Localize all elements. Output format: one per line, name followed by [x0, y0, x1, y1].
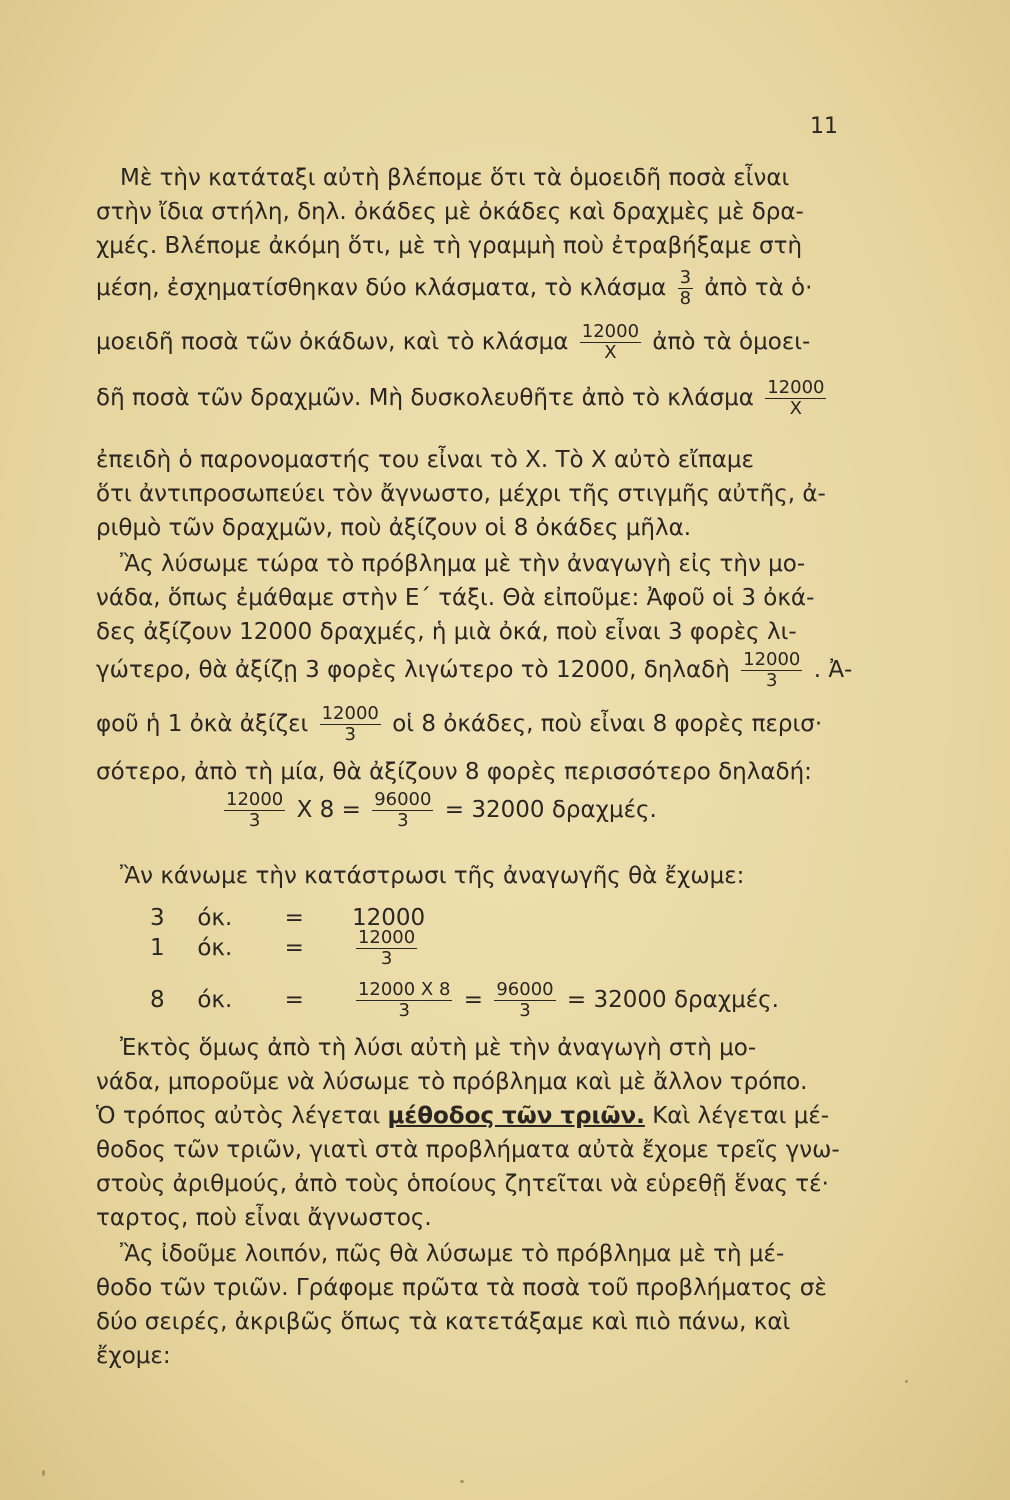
text-fragment: γώτερο, θὰ ἀξίζῃ 3 φορὲς λιγώτερο τὸ 12000, δηλαδὴ	[96, 657, 730, 683]
text-fragment: ἀπὸ τὰ ὁμοει-	[652, 329, 811, 355]
method-name: μέθοδος τῶν τριῶν.	[387, 1103, 645, 1129]
text-line-with-emphasis	[96, 1102, 856, 1130]
text-line: θοδο τῶν τριῶν. Γράφομε πρῶτα τὰ ποσὰ τοῦ προβλήματος σὲ	[96, 1275, 827, 1301]
unit: όκ.	[197, 905, 233, 931]
fraction-denominator: 3	[380, 948, 393, 969]
text-line: σότερο, ἀπὸ τὴ μία, θὰ ἀξίζουν 8 φορὲς περισσότερο δηλαδή:	[96, 759, 812, 785]
text-line: στοὺς ἀριθμούς, ἀπὸ τοὺς ὁποίους ζητεῖται νὰ εὑρεθῇ ἕνας τέ·	[96, 1171, 829, 1197]
paper-speck	[460, 1480, 464, 1483]
text-fragment: δῆ ποσὰ τῶν δραχμῶν. Μὴ δυσκολευθῆτε ἀπὸ τὸ κλάσμα	[96, 385, 754, 411]
table-row	[150, 980, 779, 1021]
equals-sign: =	[284, 987, 304, 1013]
fraction	[678, 268, 693, 309]
text-fragment: μέση, ἐσχηματίσθηκαν δύο κλάσματα, τὸ κλάσμα	[96, 275, 667, 301]
text-fragment: οἱ 8 ὀκάδες, ποὺ εἶναι 8 φορὲς περισ·	[392, 711, 823, 737]
text-line: Ἂς ἰδοῦμε λοιπόν, πῶς θὰ λύσωμε τὸ πρόβλημα μὲ τὴ μέ-	[120, 1241, 785, 1267]
text-fragment: Καὶ λέγεται μέ-	[652, 1103, 830, 1129]
text-line: ἐπειδὴ ὁ παρονομαστής του εἶναι τὸ X. Τὸ X αὐτὸ εἴπαμε	[96, 447, 754, 473]
text-line: Ἂν κάνωμε τὴν κατάστρωσι τῆς ἀναγωγῆς θὰ ἔχωμε:	[120, 863, 745, 889]
fraction	[372, 790, 433, 831]
fraction	[765, 378, 826, 419]
page-number: 11	[810, 114, 838, 139]
text-line-with-fraction	[96, 704, 856, 745]
unit: όκ.	[197, 987, 233, 1013]
text-line: δύο σειρές, ἀκριβῶς ὅπως τὰ κατετάξαμε καὶ πιὸ πάνω, καὶ	[96, 1309, 791, 1335]
multiply-text: X 8 =	[296, 797, 361, 823]
text-line: ταρτος, ποὺ εἶναι ἄγνωστος.	[96, 1205, 432, 1231]
text-line: Ἂς λύσωμε τώρα τὸ πρόβλημα μὲ τὴν ἀναγωγὴ εἰς τὴν μο-	[120, 551, 806, 577]
text-line: νάδα, μποροῦμε νὰ λύσωμε τὸ πρόβλημα καὶ μὲ ἄλλον τρόπο.	[96, 1069, 808, 1095]
fraction-denominator: 3	[766, 670, 778, 691]
equals-sign: =	[284, 935, 304, 961]
text-line: ριθμὸ τῶν δραχμῶν, ποὺ ἀξίζουν οἱ 8 ὀκάδες μῆλα.	[96, 515, 692, 541]
text-line: ἔχομε:	[96, 1343, 171, 1369]
text-fragment: μοειδῆ ποσὰ τῶν ὀκάδων, καὶ τὸ κλάσμα	[96, 329, 569, 355]
fraction-numerator: 12000	[357, 927, 416, 948]
fraction-numerator: 12000	[581, 321, 640, 342]
fraction-denominator: X	[604, 342, 617, 363]
calculation-line	[220, 790, 657, 831]
fraction-denominator: 3	[397, 810, 409, 831]
fraction-numerator: 96000	[496, 979, 554, 1000]
fraction-numerator: 12000 X 8	[357, 979, 451, 1000]
fraction-numerator: 3	[679, 267, 692, 288]
text-line-with-fraction	[96, 322, 856, 363]
fraction-numerator: 12000	[743, 649, 801, 670]
result-text: = 32000 δραχμές.	[566, 987, 779, 1013]
quantity: 1	[150, 935, 165, 961]
text-line-with-fraction	[96, 378, 856, 419]
equals-sign: =	[463, 987, 484, 1013]
fraction	[224, 790, 285, 831]
fraction-numerator: 12000	[321, 703, 379, 724]
text-line: θοδος τῶν τριῶν, γιατὶ στὰ προβλήματα αὐτὰ ἔχομε τρεῖς γνω-	[96, 1137, 840, 1163]
text-line-with-fraction	[96, 650, 856, 691]
text-line: Ἐκτὸς ὅμως ἀπὸ τὴ λύσι αὐτὴ μὲ τὴν ἀναγωγὴ στὴ μο-	[120, 1035, 757, 1061]
result-text: = 32000 δραχμές.	[444, 797, 657, 823]
fraction-denominator: 3	[519, 1000, 531, 1021]
quantity: 3	[150, 905, 165, 931]
fraction-denominator: 3	[248, 810, 261, 831]
fraction	[320, 704, 381, 745]
fraction	[741, 650, 802, 691]
fraction-denominator: 3	[344, 724, 356, 745]
fraction	[580, 322, 641, 363]
text-fragment: Ὁ τρόπος αὐτὸς λέγεται	[96, 1103, 381, 1129]
text-fragment: . Ἀ-	[813, 657, 853, 683]
fraction-denominator: 3	[398, 1000, 410, 1021]
paper-speck	[42, 1470, 45, 1476]
text-line: δες ἀξίζουν 12000 δραχμές, ἡ μιὰ ὀκά, ποὺ εἶναι 3 φορὲς λι-	[96, 619, 797, 645]
fraction-denominator: X	[789, 398, 803, 419]
text-fragment: φοῦ ἡ 1 ὀκὰ ἀξίζει	[96, 711, 309, 737]
text-line: Μὲ τὴν κατάταξι αὐτὴ βλέπομε ὅτι τὰ ὁμοειδῆ ποσὰ εἶναι	[120, 165, 790, 191]
table-row	[150, 928, 421, 969]
value: 12000	[351, 905, 426, 931]
equals-sign: =	[284, 905, 304, 931]
paper-speck	[905, 1380, 908, 1383]
fraction	[494, 980, 555, 1021]
fraction-denominator: 8	[679, 288, 692, 309]
fraction-numerator: 96000	[374, 789, 432, 810]
text-line-with-fraction	[96, 268, 856, 309]
text-line: χμές. Βλέπομε ἀκόμη ὅτι, μὲ τὴ γραμμὴ ποὺ ἐτραβήξαμε στὴ	[96, 233, 803, 259]
unit: όκ.	[197, 935, 233, 961]
fraction-numerator: 12000	[767, 377, 825, 398]
text-line: ὅτι ἀντιπροσωπεύει τὸν ἄγνωστο, μέχρι τῆς στιγμῆς αὐτῆς, ἀ-	[96, 481, 826, 507]
fraction-numerator: 12000	[226, 789, 284, 810]
text-line: νάδα, ὅπως ἐμάθαμε στὴν Ε΄ τάξι. Θὰ εἰποῦμε: Ἀφοῦ οἱ 3 ὀκά-	[96, 585, 815, 611]
text-fragment: ἀπὸ τὰ ὁ·	[704, 275, 813, 301]
text-line: στὴν ἴδια στήλη, δηλ. ὀκάδες μὲ ὀκάδες καὶ δραχμὲς μὲ δρα-	[96, 199, 804, 225]
quantity: 8	[150, 987, 165, 1013]
fraction	[356, 980, 453, 1021]
fraction	[356, 928, 417, 969]
